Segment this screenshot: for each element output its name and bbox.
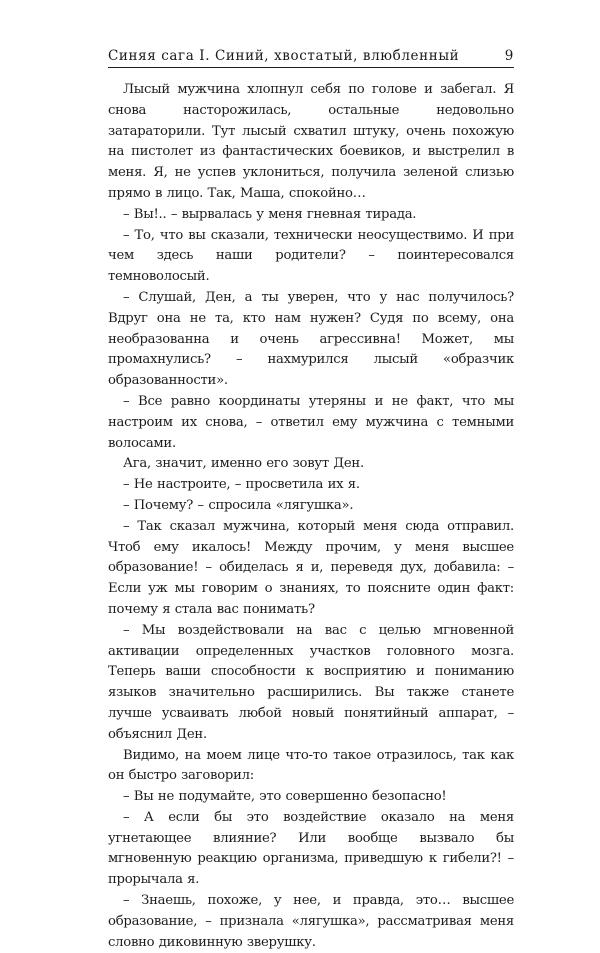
header-rule: [108, 67, 514, 68]
paragraph: – Вы!.. – вырвалась у меня гневная тирада.: [123, 206, 417, 222]
running-header: [108, 40, 514, 64]
body-text: [108, 80, 514, 953]
paragraph: – Почему? – спросила «лягушка».: [123, 497, 354, 513]
running-title: Синяя сага I. Синий, хвостатый, влюбленный: [108, 48, 460, 64]
paragraph: – Все равно координаты утеряны и не факт, что мы настроим их снова, – ответил ему мужчина с темными волосами.: [108, 393, 514, 451]
paragraph: Видимо, на моем лице что-то такое отразилось, так как он быстро заговорил:: [108, 747, 514, 784]
page-number: 9: [504, 48, 514, 64]
paragraph: – Слушай, Ден, а ты уверен, что у нас получилось? Вдруг она не та, кто нам нужен? Судя по всему, она необразованна и очень агрессивна! Может, мы промахнулись? – нахмурился лысый «образчик образованности».: [108, 289, 514, 389]
paragraph: – Мы воздействовали на вас с целью мгновенной активации определенных участков головного мозга. Теперь ваши способности к восприятию и пониманию языков значительно расширились. Вы также станете лучше усваивать любой новый понятийный аппарат, – объяснил Ден.: [108, 622, 514, 742]
paragraph: – Не настроите, – просветила их я.: [123, 477, 360, 493]
paragraph: Лысый мужчина хлопнул себя по голове и забегал. Я снова насторожилась, остальные недовольно затараторили. Тут лысый схватил штуку, очень похожую на пистолет из фантастических боевиков, и выстрелил в меня. Я, не успев уклониться, получила зеленой слизью прямо в лицо. Так, Маша, спокойно…: [108, 82, 514, 201]
paragraph: – Так сказал мужчина, который меня сюда отправил. Чтоб ему икалось! Между прочим, у меня высшее образование! – обиделась я и, переведя дух, добавила: – Если уж мы говорим о знаниях, то поясните один факт: почему я стала вас понимать?: [108, 518, 514, 617]
paragraph: Ага, значит, именно его зовут Ден.: [123, 456, 364, 472]
paragraph: – Вы не подумайте, это совершенно безопасно!: [123, 789, 447, 805]
paragraph: – Знаешь, похоже, у нее, и правда, это… высшее образование, – признала «лягушка», рассматривая меня словно диковинную зверушку.: [108, 893, 514, 950]
paragraph: – А если бы это воздействие оказало на меня угнетающее влияние? Или вообще вызвало бы мгновенную реакцию организма, приведшую к гибели?! – прорычала я.: [108, 809, 514, 888]
paragraph: – То, что вы сказали, технически неосуществимо. И при чем здесь наши родители? – поинтересовался темноволосый.: [108, 227, 514, 285]
